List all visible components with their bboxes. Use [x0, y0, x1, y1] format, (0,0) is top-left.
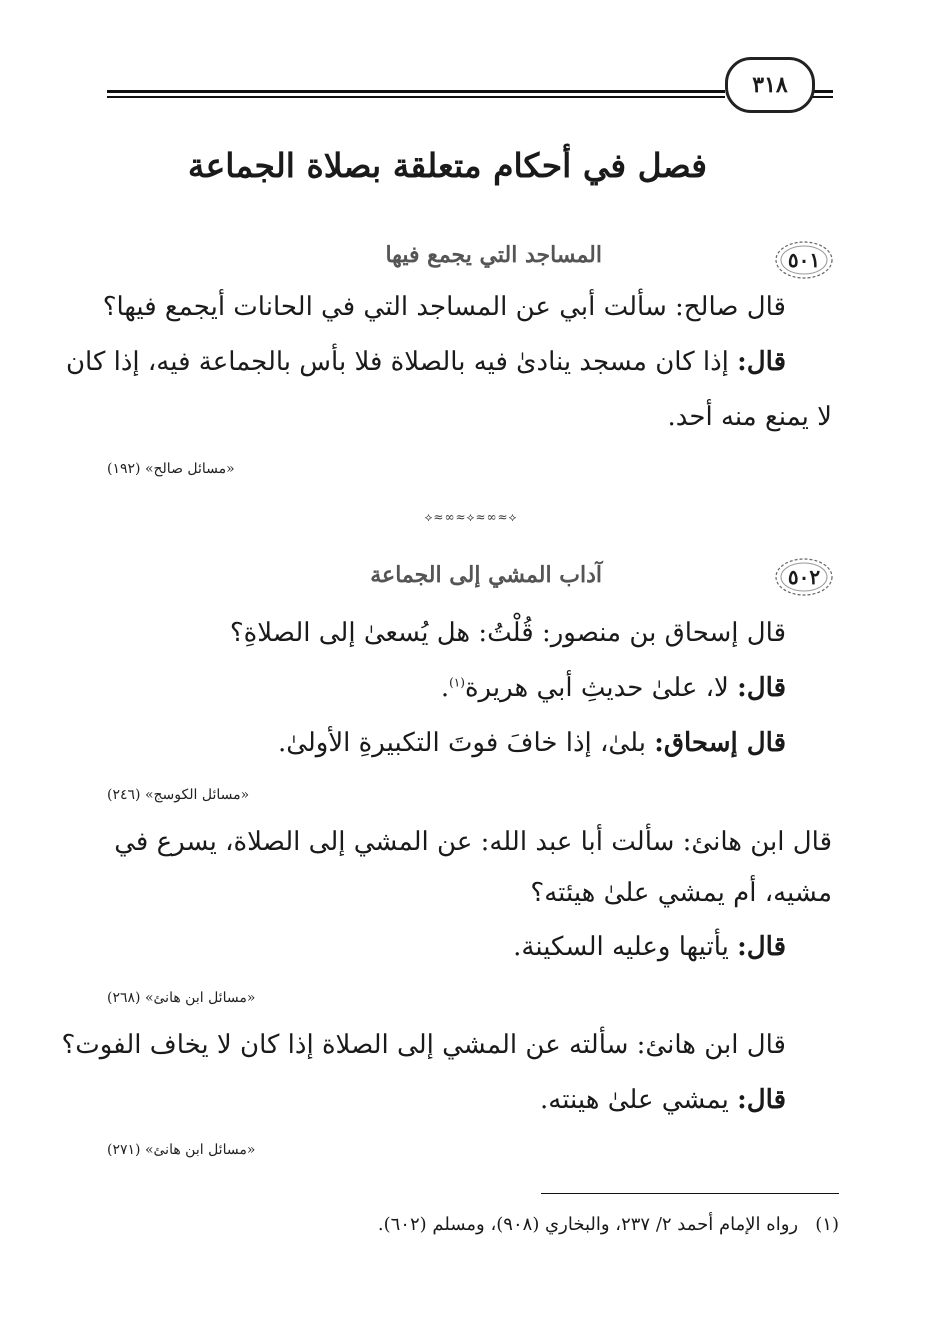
entry-number-badge — [772, 555, 836, 599]
chapter-title: فصل في أحكام متعلقة بصلاة الجماعة — [187, 146, 707, 185]
answer-line — [513, 932, 786, 962]
question-line: قال ابن هانئ: سألت أبا عبد الله: عن المشي إلى الصلاة، يسرع في — [114, 827, 832, 857]
page-number: ٣١٨ — [725, 57, 815, 113]
source-citation: «مسائل صالح» (١٩٢) — [107, 461, 235, 477]
answer-text: يمشي علىٰ هينته. — [539, 1085, 729, 1115]
entry-number: ٥٠٢ — [787, 565, 821, 589]
answer-label: قال: — [737, 932, 786, 962]
answer-continuation: لا يمنع منه أحد. — [667, 402, 832, 432]
footnote — [378, 1214, 839, 1235]
ornament-divider: ⟡≈∞≈⟡≈∞≈⟡ — [424, 510, 518, 524]
section-title: المساجد التي يجمع فيها — [385, 242, 602, 268]
question-line: قال ابن هانئ: سألته عن المشي إلى الصلاة إذا كان لا يخاف الفوت؟ — [61, 1030, 786, 1060]
answer-label: قال: — [737, 347, 786, 377]
answer-end: . — [440, 673, 450, 703]
answer-label: قال: — [737, 673, 786, 703]
section-title: آداب المشي إلى الجماعة — [370, 562, 602, 588]
answer-text: إذا كان مسجد ينادىٰ فيه بالصلاة فلا بأس بالجماعة فيه، إذا كان — [65, 347, 729, 377]
question-line: قال إسحاق بن منصور: قُلْتُ: هل يُسعىٰ إلى الصلاةِ؟ — [229, 618, 786, 648]
answer-label: قال: — [737, 1085, 786, 1115]
footnote-marker: (١) — [815, 1214, 839, 1235]
footnote-ref: (١) — [449, 675, 465, 690]
footnote-text: رواه الإمام أحمد ٢/ ٢٣٧، والبخاري (٩٠٨)، ومسلم (٦٠٢). — [377, 1214, 799, 1235]
source-citation: «مسائل الكوسج» (٢٤٦) — [107, 787, 250, 803]
answer-line — [441, 673, 786, 703]
source-citation: «مسائل ابن هانئ» (٢٧١) — [107, 1142, 256, 1158]
comment-text: بلىٰ، إذا خافَ فوتَ التكبيرةِ الأولىٰ. — [277, 728, 646, 758]
entry-number-badge — [772, 238, 836, 282]
answer-text: يأتيها وعليه السكينة. — [513, 932, 729, 962]
answer-text: لا، علىٰ حديثِ أبي هريرة — [464, 673, 729, 703]
comment-label: قال إسحاق: — [654, 728, 786, 758]
answer-line — [66, 347, 786, 377]
question-continuation: مشيه، أم يمشي علىٰ هيئته؟ — [530, 878, 832, 908]
footnote-rule — [541, 1193, 839, 1194]
entry-number: ٥٠١ — [787, 248, 821, 272]
answer-line — [540, 1085, 786, 1115]
source-citation: «مسائل ابن هانئ» (٢٦٨) — [107, 990, 256, 1006]
comment-line — [278, 728, 786, 758]
question-line: قال صالح: سألت أبي عن المساجد التي في الحانات أيجمع فيها؟ — [102, 292, 786, 322]
